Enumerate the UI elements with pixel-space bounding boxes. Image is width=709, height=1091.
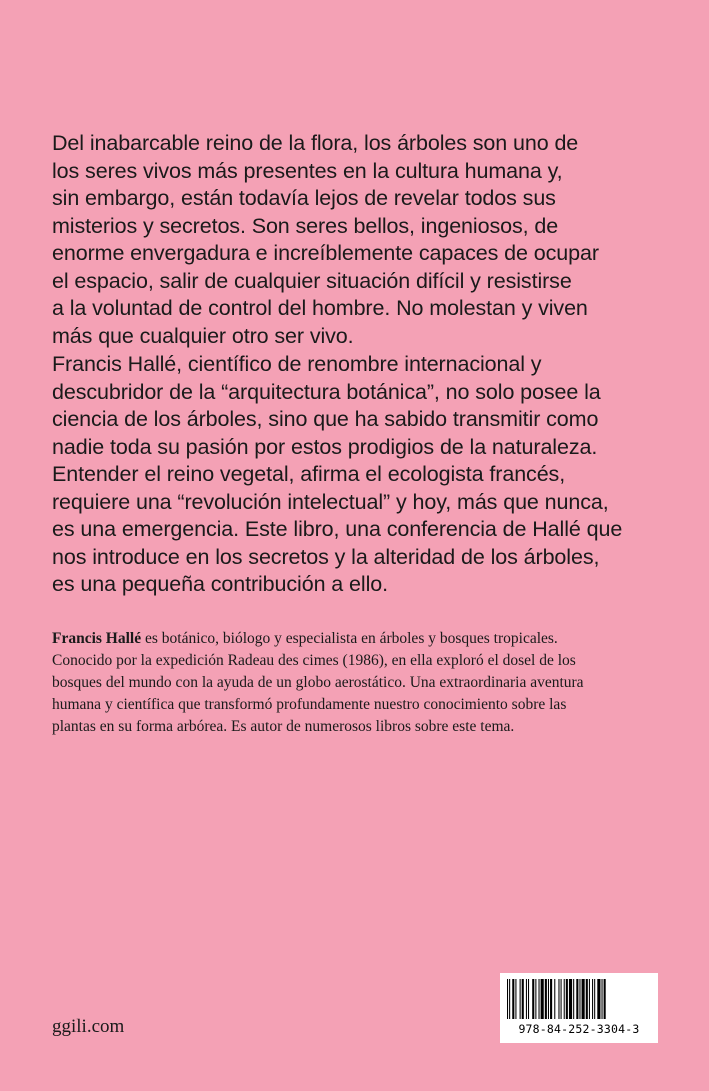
barcode-bar: [522, 979, 524, 1019]
blurb-line: descubridor de la “arquitectura botánica”, no solo posee la: [52, 379, 601, 404]
barcode-bar: [515, 979, 516, 1019]
blurb-line: los seres vivos más presentes en la cultura humana y,: [52, 158, 563, 183]
blurb-line: el espacio, salir de cualquier situación difícil y resistirse: [52, 268, 572, 293]
blurb-paragraph-1: [52, 130, 662, 350]
blurb-paragraph-2: [52, 351, 662, 599]
barcode-bar: [573, 979, 574, 1019]
barcode-bar: [582, 979, 585, 1019]
barcode-bar: [512, 979, 514, 1019]
blurb-line: Entender el reino vegetal, afirma el ecologista francés,: [52, 462, 566, 486]
barcode-bar: [526, 979, 527, 1019]
author-name: Francis Hallé: [52, 630, 142, 647]
barcode-bar: [561, 979, 562, 1019]
publisher-website[interactable]: ggili.com: [52, 1016, 125, 1037]
author-bio-line: plantas en su forma arbórea. Es autor de numerosos libros sobre este tema.: [52, 718, 515, 735]
barcode-bar: [589, 979, 590, 1019]
barcode-bar: [579, 979, 580, 1019]
barcode-bar: [558, 979, 559, 1019]
barcode-bar: [548, 979, 549, 1019]
blurb-line: a la voluntad de control del hombre. No molestan y viven: [52, 296, 588, 320]
barcode-bar: [597, 979, 600, 1019]
barcode-bar: [539, 979, 540, 1019]
barcode-bar: [566, 979, 568, 1019]
barcode-bar: [541, 979, 544, 1019]
blurb-line: ciencia de los árboles, sino que ha sabido transmitir como: [52, 407, 599, 431]
blurb-line: Francis Hallé, científico de renombre internacional y: [52, 352, 542, 376]
barcode-bar: [545, 979, 547, 1019]
blurb-line: nos introduce en los secretos y la alteridad de los árboles,: [52, 544, 600, 569]
barcode-bar: [507, 979, 508, 1019]
barcode-bars: [507, 979, 651, 1019]
barcode-bar: [554, 979, 555, 1019]
barcode-bar: [592, 979, 593, 1019]
blurb-line: misterios y secretos. Son seres bellos, ingeniosos, de: [52, 213, 559, 238]
blurb-line: es una emergencia. Este libro, una conferencia de Hallé que: [52, 517, 623, 541]
blurb-line: Del inabarcable reino de la flora, los árboles son uno de: [52, 131, 579, 155]
barcode-bar: [602, 979, 603, 1019]
author-bio-line: humana y científica que transformó profundamente nuestro conocimiento sobre las: [52, 696, 567, 713]
barcode-bar: [535, 979, 536, 1019]
barcode-bar: [520, 979, 521, 1019]
blurb-line: sin embargo, están todavía lejos de revelar todos sus: [52, 186, 556, 210]
barcode-bar: [564, 979, 565, 1019]
barcode-bar: [509, 979, 510, 1019]
barcode-bar: [569, 979, 572, 1019]
blurb-line: más que cualquier otro ser vivo.: [52, 323, 354, 348]
author-bio: [52, 628, 672, 738]
barcode-bar: [576, 979, 578, 1019]
barcode-bar: [550, 979, 552, 1019]
author-bio-line: bosques del mundo con la ayuda de un globo aerostático. Una extraordinaria aventura: [52, 674, 584, 691]
isbn-number: 978-84-252-3304-3: [518, 1022, 640, 1036]
barcode-bar: [532, 979, 534, 1019]
barcode-bar: [604, 979, 606, 1019]
barcode-bar: [586, 979, 588, 1019]
author-bio-text: es botánico, biólogo y especialista en árboles y bosques tropicales.: [141, 630, 558, 647]
barcode-bar: [594, 979, 595, 1019]
barcode-bar: [528, 979, 529, 1019]
blurb-line: nadie toda su pasión por estos prodigios de la naturaleza.: [52, 434, 598, 459]
blurb-line: enorme envergadura e increíblemente capaces de ocupar: [52, 241, 599, 265]
author-bio-line: [52, 628, 672, 650]
blurb-line: requiere una “revolución intelectual” y hoy, más que nunca,: [52, 489, 609, 514]
blurb-line: es una pequeña contribución a ello.: [52, 572, 388, 596]
author-bio-line: Conocido por la expedición Radeau des cimes (1986), en ella exploró el dosel de los: [52, 652, 576, 669]
isbn-barcode: [500, 973, 658, 1043]
